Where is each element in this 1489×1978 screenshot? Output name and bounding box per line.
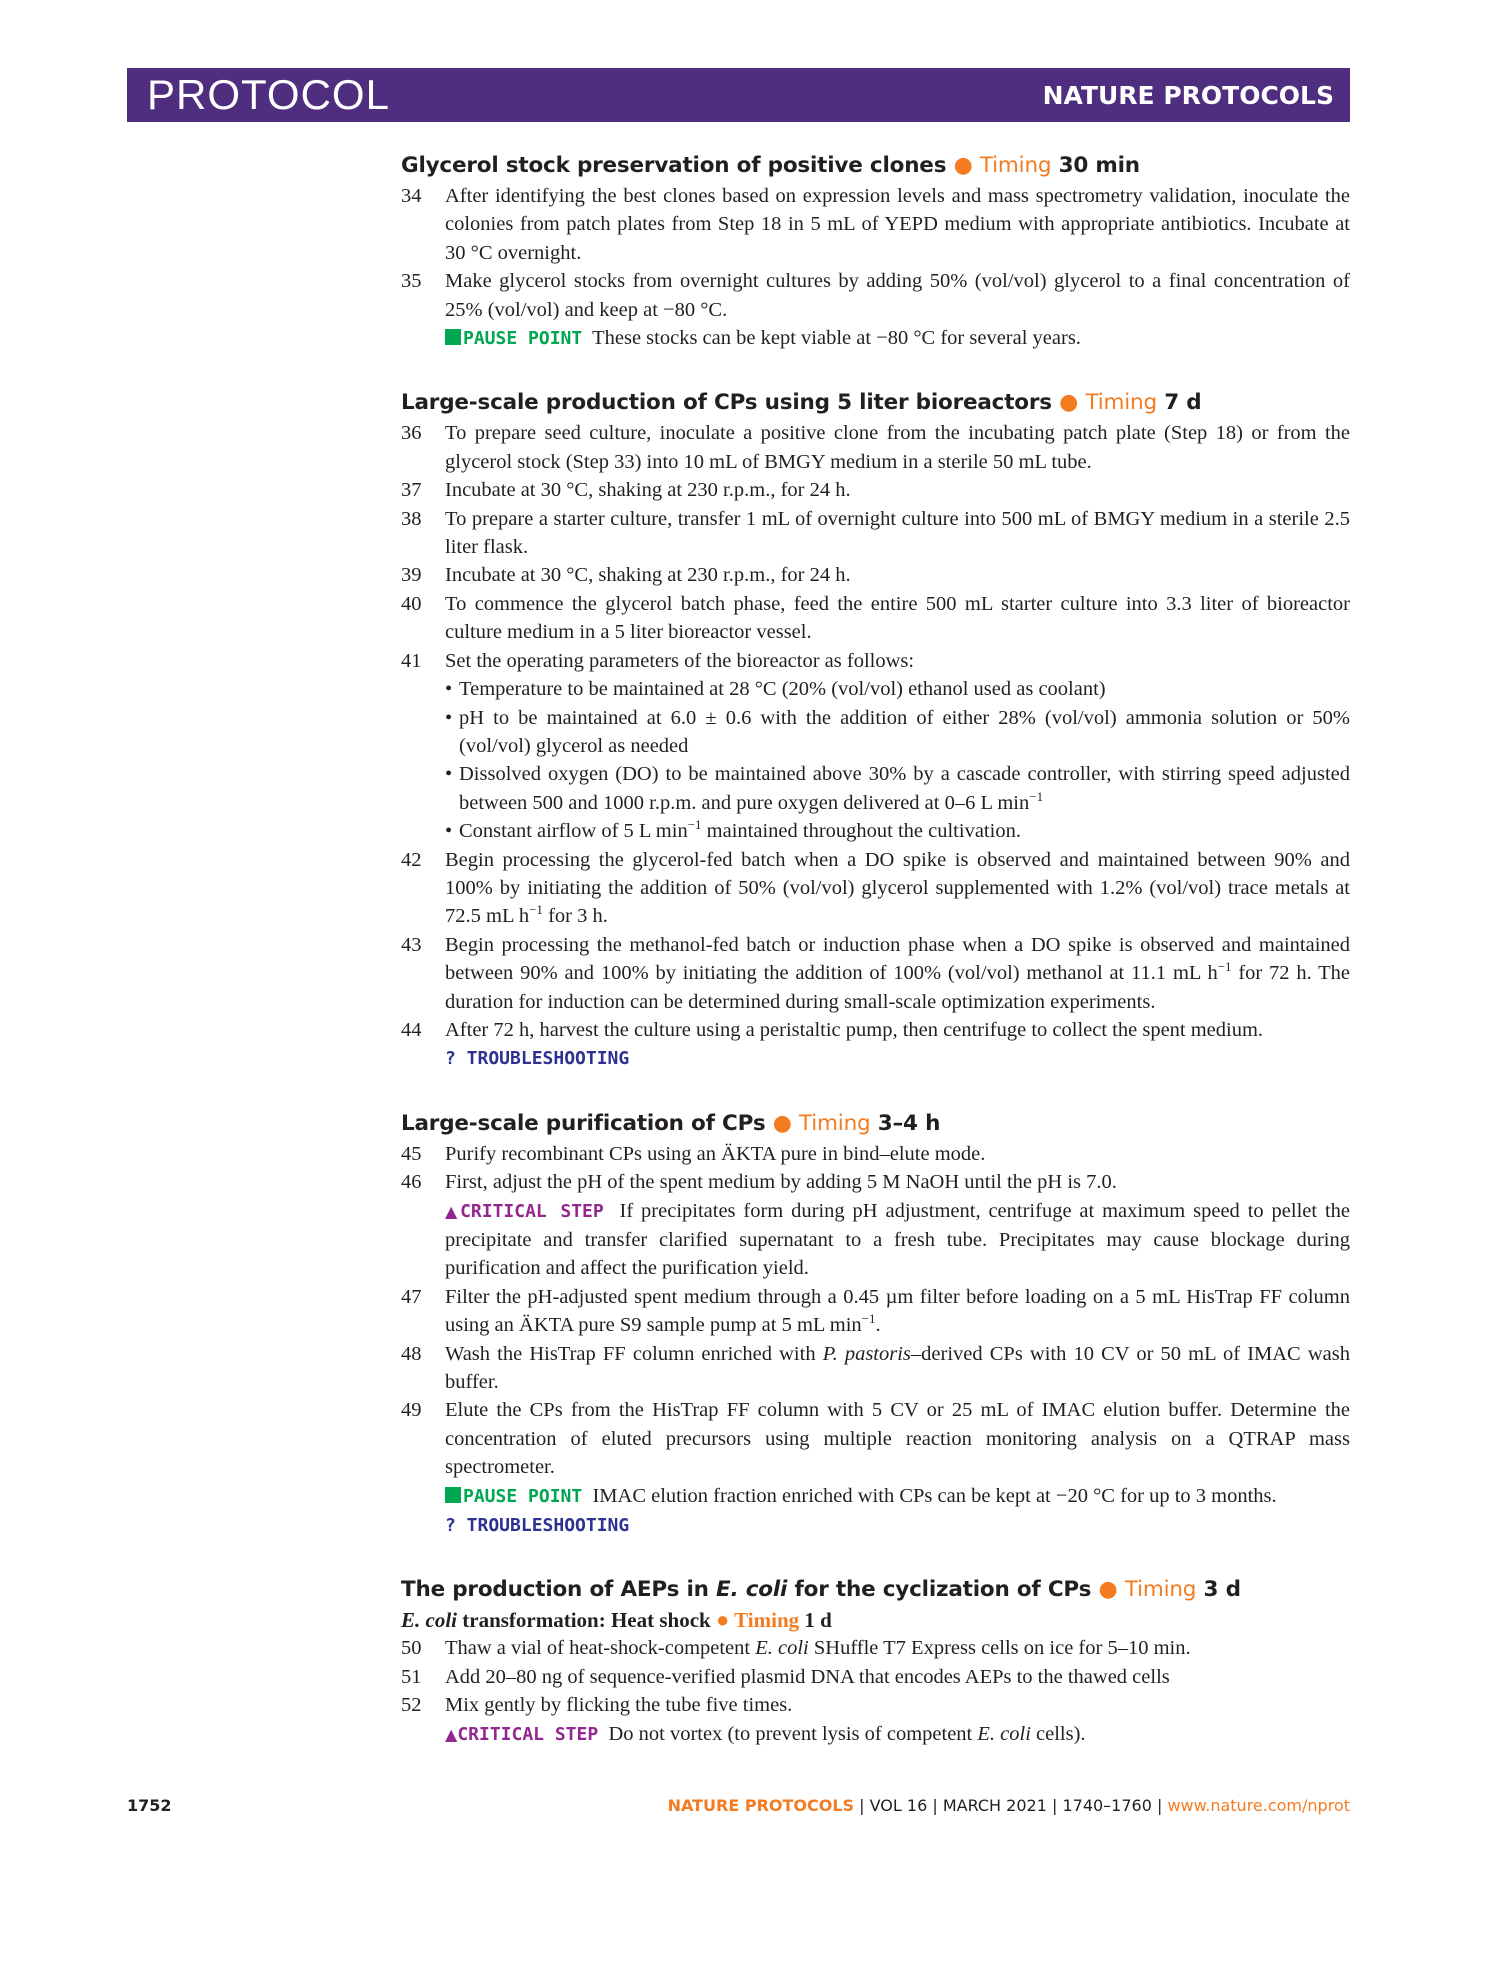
header-banner	[127, 68, 1350, 122]
pause-square-icon	[445, 1487, 461, 1503]
page-footer	[127, 1796, 1350, 1820]
step: 42 Begin processing the glycerol-fed batch when a DO spike is observed and maintained between 90% and 100% by initiating the addition of 50% (vol/vol) glycerol supplemented with 1.2% (vol/vol) trace metals at 72.5 mL $h^{-1}$ for 3 h.	[401, 848, 1350, 928]
journal-name: NATURE PROTOCOLS	[1042, 81, 1334, 110]
bullet-item: • Constant airflow of 5 L $\min^{-1}$ maintained throughout the cultivation.	[445, 817, 1021, 843]
warning-triangle-icon: ▲	[445, 1724, 458, 1744]
bullet-item: • pH to be maintained at 6.0 ± 0.6 with the addition of either 28% (vol/vol) ammonia solution or 50% (vol/vol) glycerol as needed	[445, 706, 1350, 757]
step: 49 Elute the CPs from the HisTrap FF column with 5 CV or 25 mL of IMAC elution buffer. Determine the concentration of eluted precursors using multiple reaction monitoring analysis on a QTRAP mass spectrometer. PAUSE POINT IMAC elution fraction enriched with CPs can be kept at −20 °C for up to 3 months. ? TROUBLESHOOTING	[401, 1399, 1350, 1537]
section-heading-production: Large-scale production of CPs using 5 liter bioreactors ● Timing 7 d	[401, 390, 1202, 416]
step: 45 Purify recombinant CPs using an ÄKTA pure in bind–elute mode.	[401, 1142, 986, 1165]
bullet-item: • Dissolved oxygen (DO) to be maintained above 30% by a cascade controller, with stirring speed adjusted between 500 and 1000 r.p.m. and pure oxygen delivered at 0–6 L $\min^{-1}$	[445, 763, 1350, 814]
section-heading-aep: The production of AEPs in E. coli for the cyclization of CPs ● Timing 3 d	[401, 1577, 1241, 1603]
step: 50 Thaw a vial of heat-shock-competent E. coli SHuffle T7 Express cells on ice for 5–10 min.	[401, 1637, 1191, 1660]
section-heading-purification: Large-scale purification of CPs ● Timing 3–4 h	[401, 1110, 941, 1136]
article-type: PROTOCOL	[147, 71, 390, 118]
timing-dot-icon: ●	[1098, 1577, 1118, 1603]
timing-dot-icon: ●	[1059, 390, 1079, 416]
citation: NATURE PROTOCOLS | VOL 16 | MARCH 2021 | 1740–1760 | www.nature.com/nprot	[667, 1796, 1350, 1815]
bullet-item: • Temperature to be maintained at 28 °C (20% (vol/vol) ethanol used as coolant)	[445, 678, 1106, 701]
critical-step-label: ▲CRITICAL STEP	[445, 1723, 599, 1745]
step: 34 After identifying the best clones based on expression levels and mass spectrometry validation, inoculate the colonies from patch plates from Step 18 in 5 mL of YEPD medium with appropriate antibiotics. Incubate at 30 °C overnight.	[401, 185, 1350, 264]
step: 44 After 72 h, harvest the culture using a peristaltic pump, then centrifuge to collect the spent medium. ? TROUBLESHOOTING	[401, 1018, 1264, 1070]
step: 35 Make glycerol stocks from overnight cultures by adding 50% (vol/vol) glycerol to a final concentration of 25% (vol/vol) and keep at −80 °C. PAUSE POINT These stocks can be kept viable at −80 °C for several years.	[401, 270, 1350, 350]
step: 39 Incubate at 30 °C, shaking at 230 r.p.m., for 24 h.	[401, 564, 851, 587]
critical-step-label: ▲CRITICAL STEP	[445, 1200, 604, 1222]
step: 47 Filter the pH-adjusted spent medium through a 0.45 µm filter before loading on a 5 mL HisTrap FF column using an ÄKTA pure S9 sample pump at 5 mL $\min^{-1}$.	[401, 1285, 1350, 1337]
pause-square-icon	[445, 329, 461, 345]
warning-triangle-icon: ▲	[445, 1201, 461, 1221]
step: 46 First, adjust the pH of the spent medium by adding 5 M NaOH until the pH is 7.0. ▲CRITICAL STEP If precipitates form during pH adjustment, centrifuge at maximum speed to pellet the precipitate and transfer clarified supernatant to a fresh tube. Precipitates may cause blockage during purification and affect the purification yield.	[401, 1171, 1350, 1280]
step: 36 To prepare seed culture, inoculate a positive clone from the incubating patch plate (Step 18) or from the glycerol stock (Step 33) into 10 mL of BMGY medium in a sterile 50 mL tube.	[401, 422, 1350, 473]
page-number: 1752	[127, 1796, 172, 1815]
pause-point-label: PAUSE POINT	[445, 328, 582, 349]
step: 38 To prepare a starter culture, transfer 1 mL of overnight culture into 500 mL of BMGY medium in a sterile 2.5 liter flask.	[401, 507, 1350, 559]
timing-dot-icon: ●	[772, 1110, 792, 1136]
troubleshooting-label: ? TROUBLESHOOTING	[445, 1048, 630, 1070]
step: 41 Set the operating parameters of the bioreactor as follows: • Temperature to be maintained at 28 °C (20% (vol/vol) ethanol used as coolant) • pH to be maintained at 6.0 ± 0.6 with the addition of either 28% (vol/vol) ammonia solution or 50% (vol/vol) glycerol as needed • Dissolved oxygen (DO) to be maintained above 30% by a cascade controller, with stirring speed adjusted between 500 and 1000 r.p.m. and pure oxygen delivered at 0–6 L $\min^{-1}$ • Constant airflow of 5 L $\min^{-1}$ maintained throughout the cultivation.	[401, 647, 1350, 846]
troubleshooting-label: ? TROUBLESHOOTING	[445, 1515, 630, 1537]
step: 52 Mix gently by flicking the tube five times. ▲CRITICAL STEP Do not vortex (to prevent lysis of competent E. coli cells).	[401, 1694, 1086, 1745]
pause-point-label: PAUSE POINT	[445, 1486, 582, 1507]
timing-dot-icon: ●	[953, 153, 973, 178]
step: 43 Begin processing the methanol-fed batch or induction phase when a DO spike is observed and maintained between 90% and 100% by initiating the addition of 100% (vol/vol) methanol at 11.1 mL $h^{-1}$ for 72 h. The duration for induction can be determined during small-scale optimization experiments.	[401, 933, 1350, 1013]
section-heading-glycerol: Glycerol stock preservation of positive clones ● Timing 30 min	[401, 153, 1140, 178]
subsection-heading-transformation: E. coli transformation: Heat shock ● Timing 1 d	[401, 1607, 832, 1633]
journal-url-link[interactable]: www.nature.com/nprot	[1167, 1796, 1350, 1815]
step: 40 To commence the glycerol batch phase, feed the entire 500 mL starter culture into 3.3 liter of bioreactor culture medium in a 5 liter bioreactor vessel.	[401, 592, 1350, 644]
step: 48 Wash the HisTrap FF column enriched with P. pastoris–derived CPs with 10 CV or 50 mL of IMAC wash buffer.	[401, 1342, 1350, 1394]
timing-dot-icon: ●	[715, 1607, 730, 1633]
step: 37 Incubate at 30 °C, shaking at 230 r.p.m., for 24 h.	[401, 479, 851, 502]
step: 51 Add 20–80 ng of sequence-verified plasmid DNA that encodes AEPs to the thawed cells	[401, 1665, 1170, 1688]
page-body	[401, 150, 1350, 1749]
